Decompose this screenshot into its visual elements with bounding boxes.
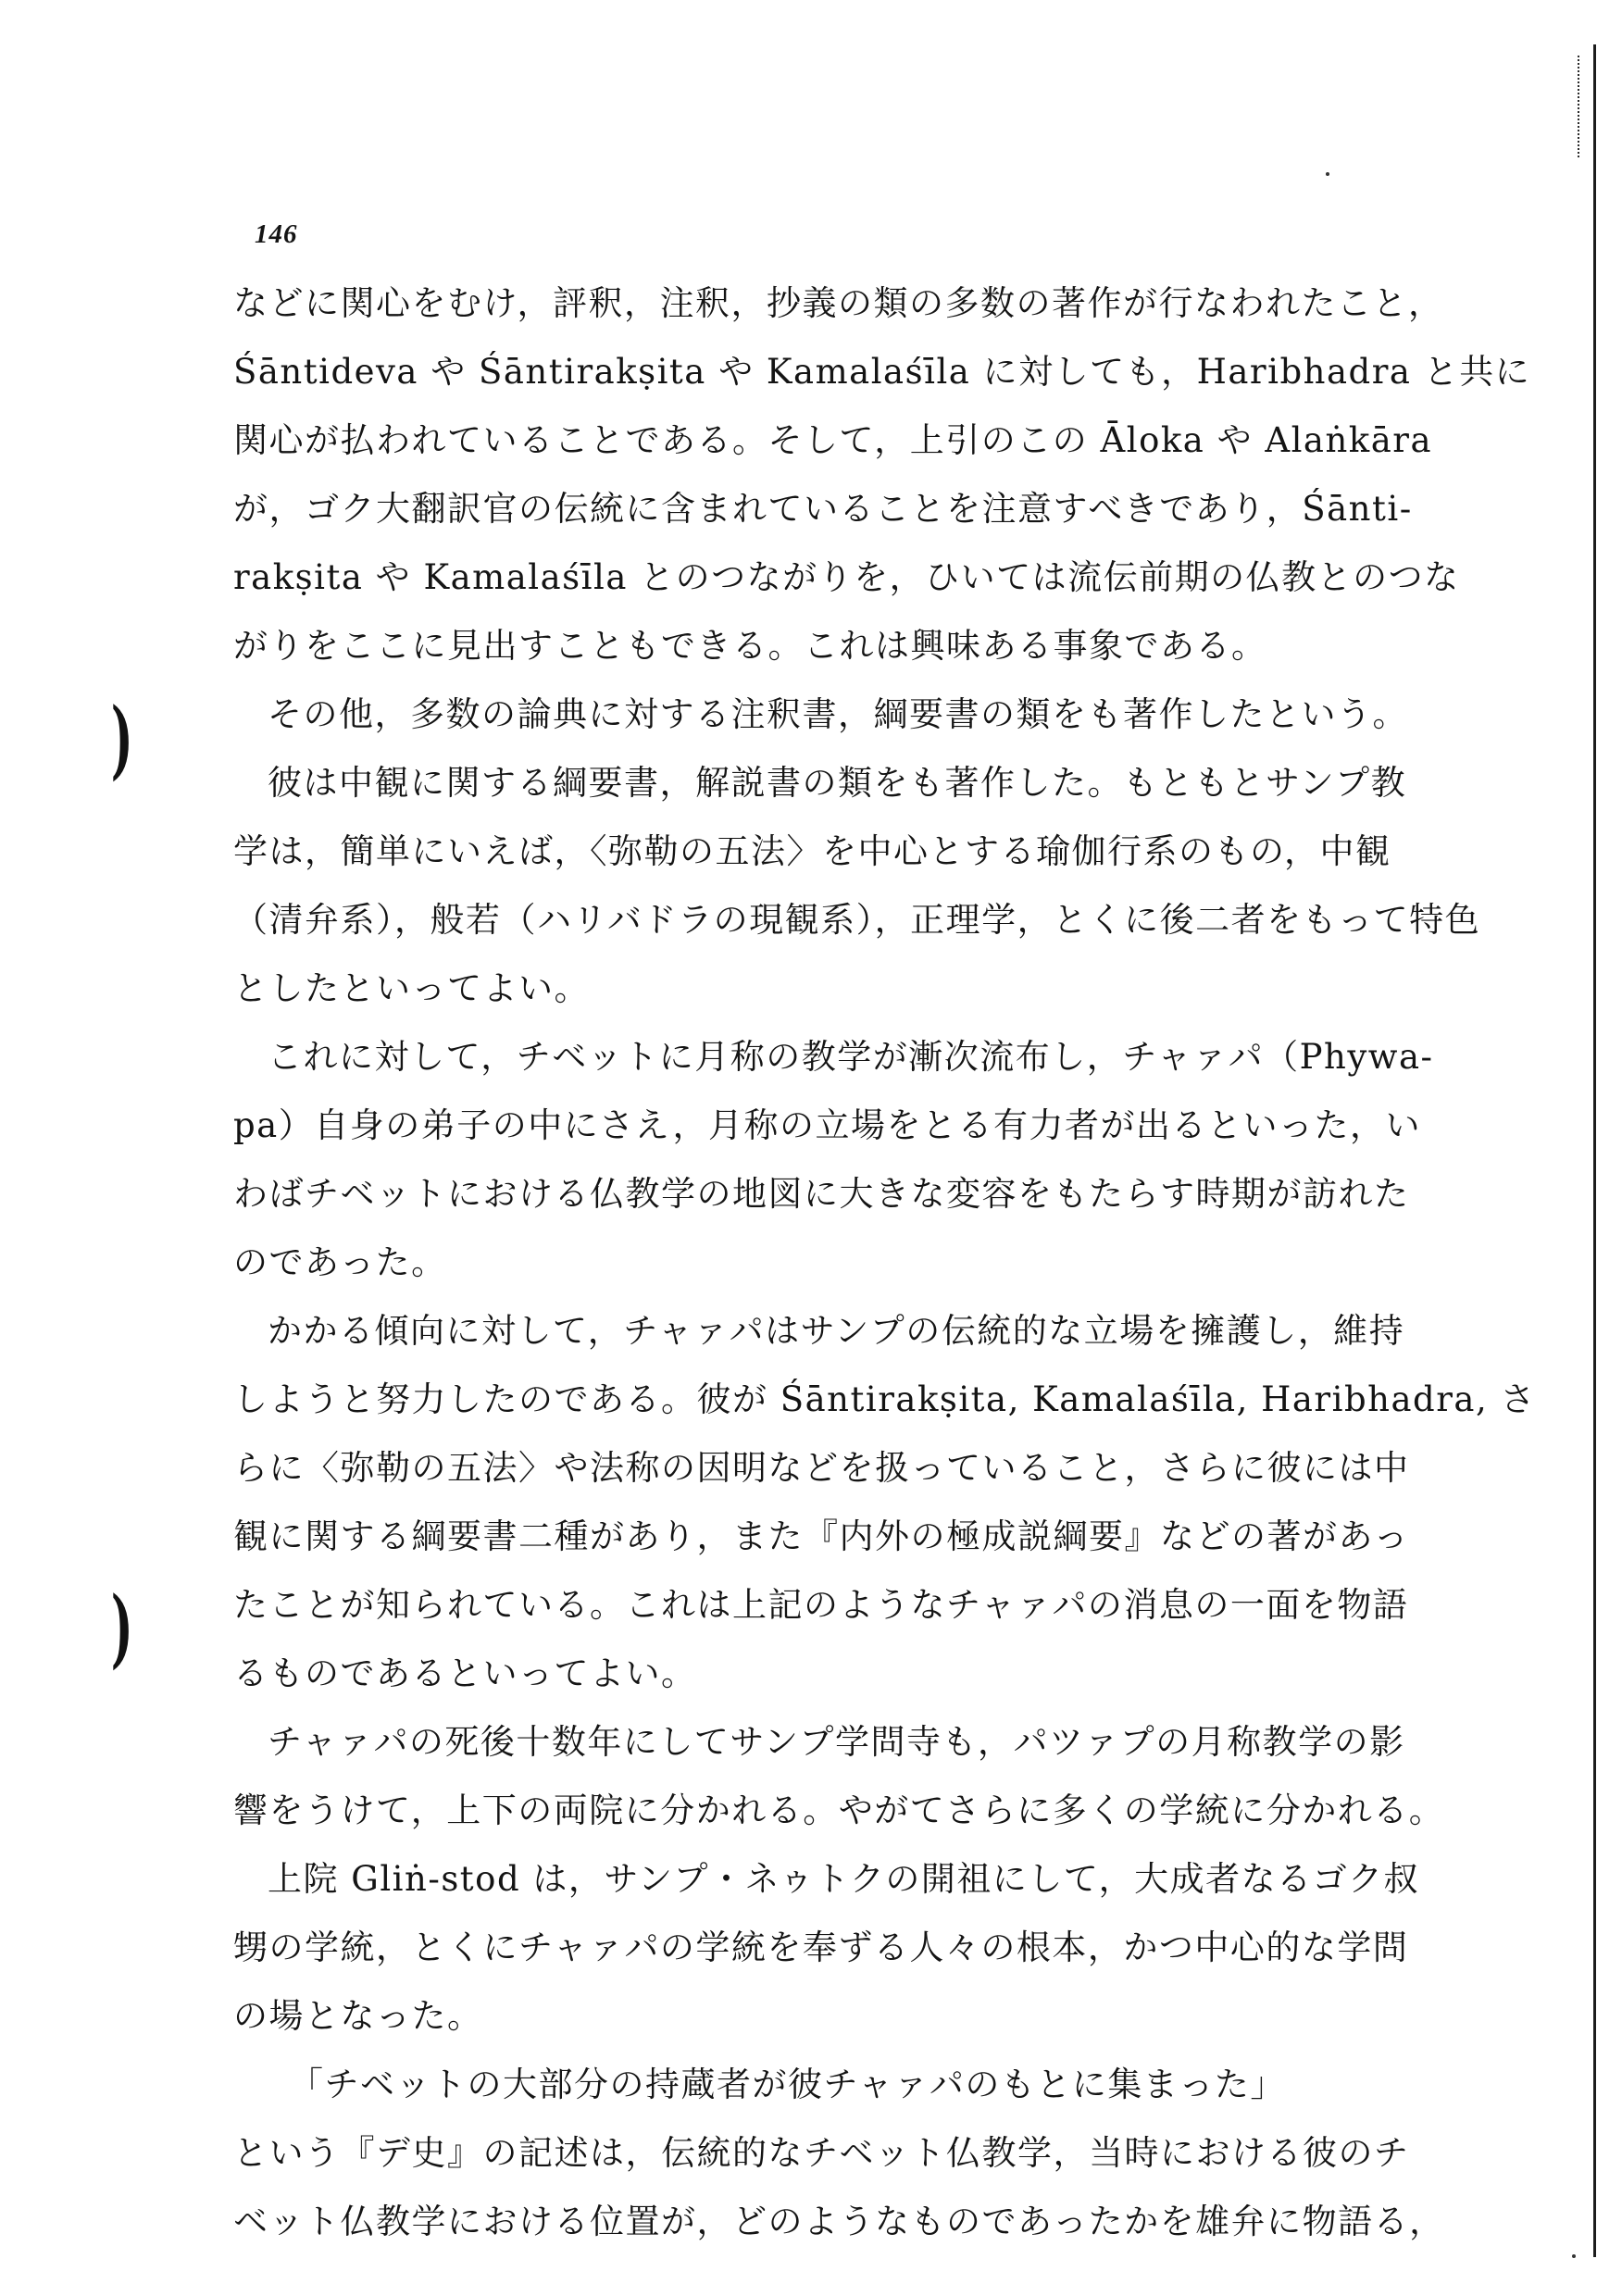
text-line: の場となった。 — [233, 1996, 483, 2036]
text-line: たことが知られている。これは上記のようなチャァパの消息の一面を物語 — [233, 1585, 1409, 1625]
text-line: （清弁系），般若（ハリバドラの現観系），正理学，とくに後二者をもって特色 — [233, 900, 1481, 940]
text-line: rakṣita や Kamalaśīla とのつながりを，ひいては流伝前期の仏教とのつな — [233, 557, 1460, 597]
text-line: チャァパの死後十数年にしてサンプ学問寺も，パツァプの月称教学の影 — [268, 1722, 1405, 1762]
text-line: が，ゴク大翻訳官の伝統に含まれていることを注意すべきであり，Śānti- — [233, 489, 1413, 529]
text-line: わばチベットにおける仏教学の地図に大きな変容をもたらす時期が訪れた — [233, 1174, 1410, 1214]
binding-hole-mark: ) — [110, 1578, 133, 1678]
text-line: がりをここに見出すこともできる。これは興味ある事象である。 — [233, 626, 1267, 666]
text-line: 関心が払われていることである。そして，上引のこの Āloka や Alaṅkāra — [233, 420, 1433, 460]
text-line: 響をうけて，上下の両院に分かれる。やがてさらに多くの学統に分かれる。 — [233, 1791, 1445, 1830]
page-edge-rule — [1593, 44, 1596, 2257]
text-line: 学は，簡単にいえば，〈弥勒の五法〉を中心とする瑜伽行系のもの，中観 — [233, 831, 1391, 871]
text-line: 甥の学統，とくにチャァパの学統を奉ずる人々の根本，かつ中心的な学問 — [233, 1928, 1409, 1967]
text-line: Śāntideva や Śāntirakṣita や Kamalaśīla に対しても，Haribhadra と共に — [233, 352, 1531, 392]
text-line: としたといってよい。 — [233, 968, 590, 1008]
page-edge-marks — [1578, 56, 1589, 157]
text-line: pa）自身の弟子の中にさえ，月称の立場をとる有力者が出るといった，い — [233, 1105, 1421, 1145]
text-line: ベット仏教学における位置が，どのようなものであったかを雄弁に物語る， — [233, 2202, 1445, 2241]
text-line: らに〈弥勒の五法〉や法称の因明などを扱っていること，さらに彼には中 — [233, 1448, 1410, 1488]
text-line: かかる傾向に対して，チャァパはサンプの伝統的な立場を擁護し，維持 — [268, 1311, 1405, 1351]
text-line: などに関心をむけ，評釈，注釈，抄義の類の多数の著作が行なわれたこと， — [233, 283, 1444, 323]
text-line: 上院 Gliṅ-stod は，サンプ・ネゥトクの開祖にして，大成者なるゴク叔 — [268, 1859, 1420, 1899]
text-line: 彼は中観に関する綱要書，解説書の類をも著作した。もともとサンプ教 — [268, 763, 1407, 803]
text-line: 観に関する綱要書二種があり，また『内外の極成説綱要』などの著があっ — [233, 1516, 1410, 1556]
stray-dot — [1572, 2254, 1576, 2258]
stray-dot — [1326, 172, 1329, 176]
page-number: 146 — [255, 219, 298, 249]
text-line: という『デ史』の記述は，伝統的なチベット仏教学，当時における彼のチ — [233, 2133, 1410, 2173]
text-line: しようと努力したのである。彼が Śāntirakṣita, Kamalaśīla, Haribhadra, さ — [233, 1379, 1536, 1419]
binding-hole-mark: ) — [110, 689, 133, 789]
text-line: これに対して，チベットに月称の教学が漸次流布し，チャァパ（Phywa- — [268, 1037, 1434, 1077]
text-line: その他，多数の論典に対する注釈書，綱要書の類をも著作したという。 — [268, 694, 1408, 734]
text-line: るものであるといってよい。 — [233, 1653, 697, 1693]
text-line: のであった。 — [233, 1242, 447, 1282]
quoted-line: 「チベットの大部分の持蔵者が彼チャァパのもとに集まった」 — [289, 2065, 1286, 2104]
